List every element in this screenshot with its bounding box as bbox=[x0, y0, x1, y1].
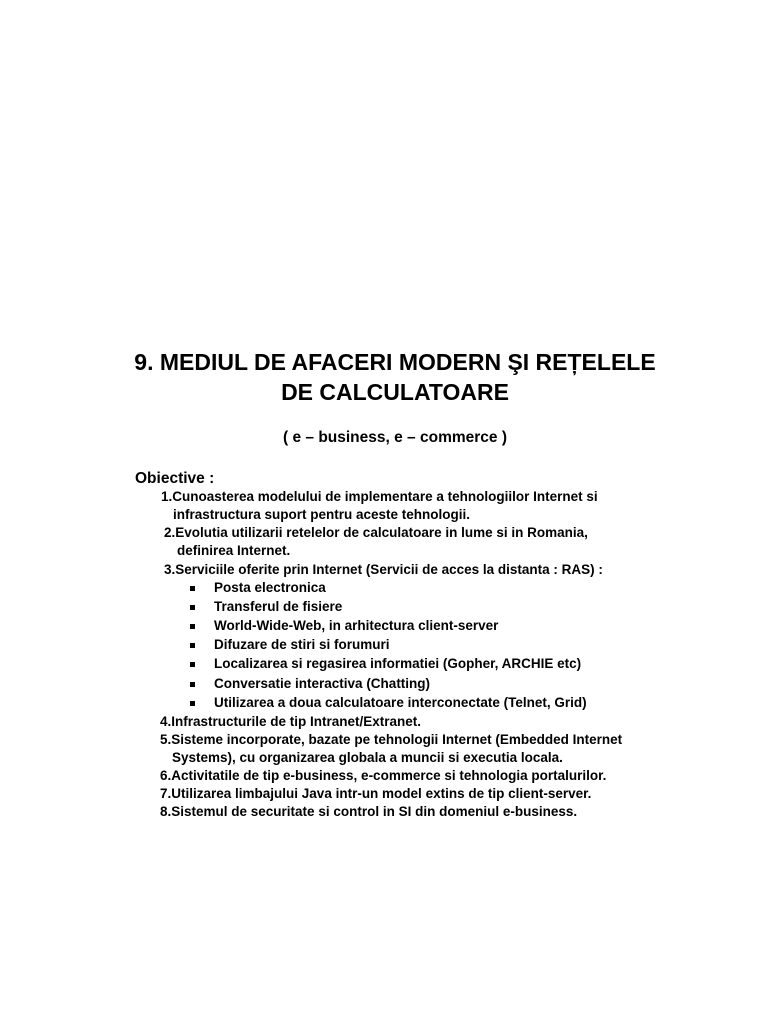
objective-4: 4.Infrastructurile de tip Intranet/Extranet. bbox=[160, 714, 422, 729]
objective-1-line-2: infrastructura suport pentru aceste tehnologii. bbox=[173, 507, 471, 522]
bullet-square-icon bbox=[190, 701, 195, 706]
chapter-title-line-2: DE CALCULATOARE bbox=[281, 379, 509, 405]
objective-7: 7.Utilizarea limbajului Java intr-un model extins de tip client-server. bbox=[160, 786, 592, 801]
objectives-heading: Obiective : bbox=[135, 470, 215, 487]
list-item-text: Transferul de fisiere bbox=[214, 599, 343, 614]
objective-2-line-2: definirea Internet. bbox=[177, 543, 291, 558]
list-item-text: Conversatie interactiva (Chatting) bbox=[214, 676, 431, 691]
objective-3-line-1: 3.Serviciile oferite prin Internet (Servicii de acces la distanta : RAS) : bbox=[164, 562, 603, 577]
chapter-subtitle: ( e – business, e – commerce ) bbox=[283, 429, 507, 446]
objective-6: 6.Activitatile de tip e-business, e-commerce si tehnologia portalurilor. bbox=[160, 768, 607, 783]
bullet-square-icon bbox=[190, 605, 195, 610]
objective-5-line-1: 5.Sisteme incorporate, bazate pe tehnologii Internet (Embedded Internet bbox=[160, 732, 623, 747]
list-item-text: Utilizarea a doua calculatoare interconectate (Telnet, Grid) bbox=[214, 695, 587, 710]
list-item-text: World-Wide-Web, in arhitectura client-server bbox=[214, 618, 499, 633]
objective-1-line-1: 1.Cunoasterea modelului de implementare a tehnologiilor Internet si bbox=[161, 489, 598, 504]
objective-2-line-1: 2.Evolutia utilizarii retelelor de calculatoare in lume si in Romania, bbox=[164, 525, 588, 540]
chapter-title-line-1: 9. MEDIUL DE AFACERI MODERN ŞI REȚELELE bbox=[134, 349, 656, 375]
objective-5-line-2: Systems), cu organizarea globala a muncii si executia locala. bbox=[172, 750, 563, 765]
list-item-text: Posta electronica bbox=[214, 580, 326, 595]
bullet-square-icon bbox=[190, 682, 195, 687]
objective-8: 8.Sistemul de securitate si control in SI din domeniul e-business. bbox=[160, 804, 578, 819]
bullet-square-icon bbox=[190, 586, 195, 591]
list-item-text: Difuzare de stiri si forumuri bbox=[214, 637, 390, 652]
list-item-text: Localizarea si regasirea informatiei (Gopher, ARCHIE etc) bbox=[214, 656, 582, 671]
bullet-square-icon bbox=[190, 624, 195, 629]
bullet-square-icon bbox=[190, 643, 195, 648]
bullet-square-icon bbox=[190, 662, 195, 667]
